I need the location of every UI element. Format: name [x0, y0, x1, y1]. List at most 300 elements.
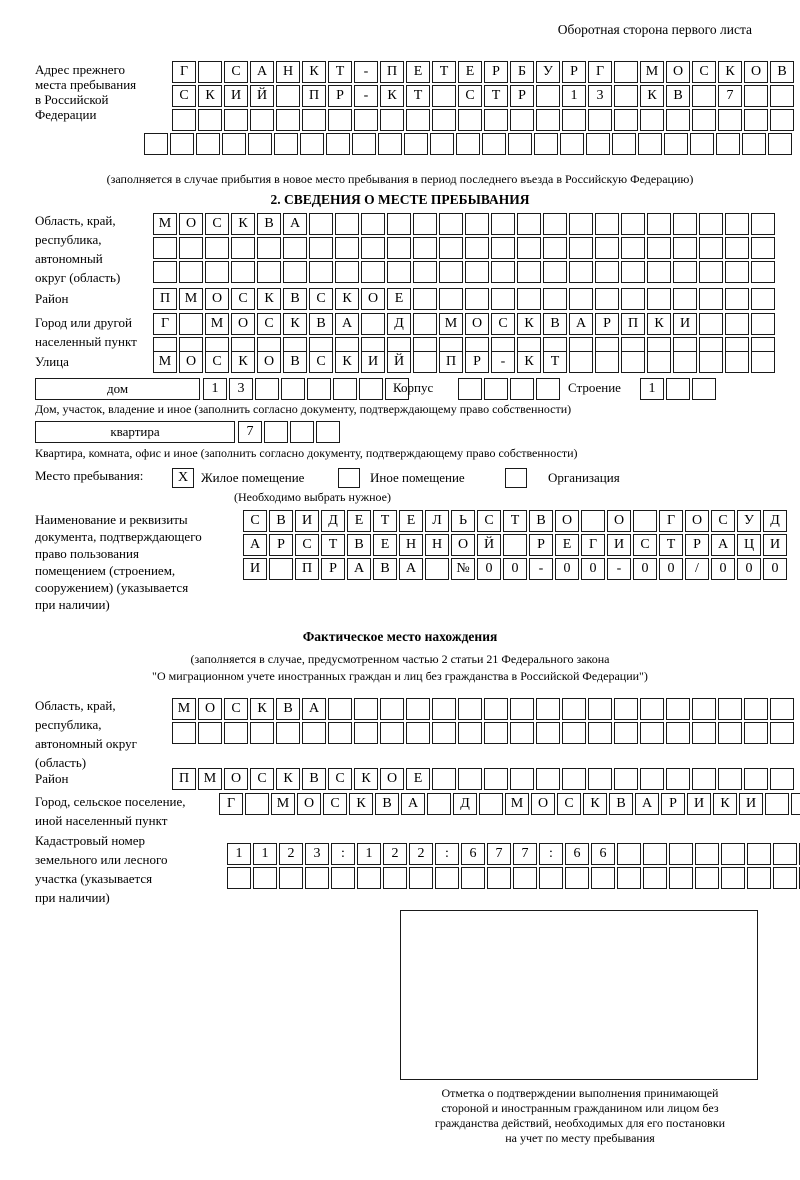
actual-city-grid[interactable] — [219, 793, 800, 815]
stroenie-cells[interactable] — [640, 378, 718, 400]
char-cell[interactable] — [413, 313, 437, 335]
prev-address-grid[interactable] — [172, 61, 796, 155]
char-cell[interactable] — [673, 288, 697, 310]
char-cell[interactable]: О — [451, 534, 475, 556]
char-cell[interactable] — [406, 109, 430, 131]
char-cell[interactable] — [725, 313, 749, 335]
char-cell[interactable]: В — [309, 313, 333, 335]
char-cell[interactable]: Т — [503, 510, 527, 532]
char-cell[interactable]: О — [205, 288, 229, 310]
char-cell[interactable] — [361, 313, 385, 335]
char-cell[interactable] — [569, 288, 593, 310]
char-cell[interactable]: Д — [763, 510, 787, 532]
char-cell[interactable]: А — [635, 793, 659, 815]
char-cell[interactable] — [562, 698, 586, 720]
char-cell[interactable] — [461, 867, 485, 889]
char-cell[interactable] — [309, 261, 333, 283]
char-cell[interactable]: С — [295, 534, 319, 556]
char-cell[interactable]: Д — [453, 793, 477, 815]
char-cell[interactable] — [439, 213, 463, 235]
char-cell[interactable]: Н — [425, 534, 449, 556]
char-cell[interactable]: 6 — [565, 843, 589, 865]
char-cell[interactable]: Т — [659, 534, 683, 556]
char-cell[interactable] — [647, 237, 671, 259]
char-cell[interactable]: В — [373, 558, 397, 580]
char-cell[interactable] — [536, 109, 560, 131]
house-cells[interactable] — [203, 378, 411, 400]
char-cell[interactable] — [250, 722, 274, 744]
char-cell[interactable]: Т — [328, 61, 352, 83]
char-cell[interactable] — [569, 213, 593, 235]
char-cell[interactable] — [695, 867, 719, 889]
char-cell[interactable] — [484, 378, 508, 400]
char-cell[interactable]: А — [335, 313, 359, 335]
char-cell[interactable] — [614, 109, 638, 131]
char-cell[interactable] — [536, 722, 560, 744]
char-cell[interactable]: С — [491, 313, 515, 335]
char-cell[interactable] — [718, 722, 742, 744]
char-cell[interactable] — [647, 351, 671, 373]
char-cell[interactable] — [465, 237, 489, 259]
char-cell[interactable] — [633, 510, 657, 532]
char-cell[interactable] — [248, 133, 272, 155]
char-cell[interactable] — [588, 109, 612, 131]
char-cell[interactable]: 0 — [711, 558, 735, 580]
char-cell[interactable] — [621, 213, 645, 235]
char-cell[interactable] — [765, 793, 789, 815]
char-cell[interactable] — [432, 109, 456, 131]
char-cell[interactable] — [569, 237, 593, 259]
char-cell[interactable] — [465, 288, 489, 310]
char-cell[interactable]: 2 — [383, 843, 407, 865]
char-cell[interactable] — [640, 109, 664, 131]
char-cell[interactable]: О — [231, 313, 255, 335]
doc-grid[interactable] — [243, 510, 789, 580]
char-cell[interactable]: Г — [659, 510, 683, 532]
korpus-cells[interactable] — [458, 378, 562, 400]
char-cell[interactable]: М — [153, 351, 177, 373]
char-cell[interactable] — [484, 722, 508, 744]
char-cell[interactable]: В — [666, 85, 690, 107]
char-cell[interactable]: 3 — [305, 843, 329, 865]
char-cell[interactable]: К — [231, 213, 255, 235]
char-cell[interactable] — [179, 261, 203, 283]
char-cell[interactable]: В — [375, 793, 399, 815]
char-cell[interactable]: Г — [153, 313, 177, 335]
char-cell[interactable] — [153, 261, 177, 283]
char-cell[interactable] — [647, 261, 671, 283]
char-cell[interactable]: В — [269, 510, 293, 532]
char-cell[interactable] — [510, 378, 534, 400]
char-cell[interactable] — [673, 261, 697, 283]
char-cell[interactable] — [621, 237, 645, 259]
char-cell[interactable] — [617, 867, 641, 889]
char-cell[interactable] — [751, 237, 775, 259]
char-cell[interactable] — [517, 237, 541, 259]
char-cell[interactable]: О — [224, 768, 248, 790]
char-cell[interactable] — [487, 867, 511, 889]
char-cell[interactable] — [380, 698, 404, 720]
char-cell[interactable]: К — [517, 351, 541, 373]
char-cell[interactable] — [354, 109, 378, 131]
char-cell[interactable] — [543, 237, 567, 259]
char-cell[interactable]: О — [666, 61, 690, 83]
char-cell[interactable] — [335, 261, 359, 283]
char-cell[interactable]: - — [607, 558, 631, 580]
char-cell[interactable] — [328, 698, 352, 720]
char-cell[interactable] — [517, 213, 541, 235]
char-cell[interactable] — [269, 558, 293, 580]
char-cell[interactable]: К — [718, 61, 742, 83]
char-cell[interactable]: В — [283, 351, 307, 373]
char-cell[interactable] — [595, 213, 619, 235]
char-cell[interactable] — [276, 85, 300, 107]
checkbox-inoe[interactable] — [338, 468, 360, 488]
char-cell[interactable]: : — [539, 843, 563, 865]
char-cell[interactable] — [491, 237, 515, 259]
char-cell[interactable] — [179, 313, 203, 335]
char-cell[interactable]: И — [687, 793, 711, 815]
char-cell[interactable]: : — [435, 843, 459, 865]
district-grid[interactable] — [153, 288, 777, 310]
char-cell[interactable] — [224, 109, 248, 131]
char-cell[interactable] — [513, 867, 537, 889]
char-cell[interactable] — [465, 261, 489, 283]
char-cell[interactable]: С — [231, 288, 255, 310]
char-cell[interactable] — [621, 261, 645, 283]
char-cell[interactable]: Р — [529, 534, 553, 556]
char-cell[interactable]: С — [224, 61, 248, 83]
char-cell[interactable]: К — [583, 793, 607, 815]
char-cell[interactable]: К — [335, 288, 359, 310]
char-cell[interactable]: 0 — [763, 558, 787, 580]
char-cell[interactable] — [621, 351, 645, 373]
char-cell[interactable]: 0 — [555, 558, 579, 580]
char-cell[interactable]: О — [198, 698, 222, 720]
char-cell[interactable]: К — [335, 351, 359, 373]
char-cell[interactable]: 1 — [640, 378, 664, 400]
char-cell[interactable] — [427, 793, 451, 815]
char-cell[interactable] — [250, 109, 274, 131]
char-cell[interactable] — [586, 133, 610, 155]
char-cell[interactable] — [588, 698, 612, 720]
char-cell[interactable] — [257, 237, 281, 259]
char-cell[interactable] — [699, 213, 723, 235]
char-cell[interactable]: А — [302, 698, 326, 720]
char-cell[interactable]: 1 — [203, 378, 227, 400]
char-cell[interactable] — [569, 351, 593, 373]
char-cell[interactable]: К — [257, 288, 281, 310]
char-cell[interactable] — [491, 213, 515, 235]
char-cell[interactable]: К — [640, 85, 664, 107]
char-cell[interactable]: 6 — [461, 843, 485, 865]
char-cell[interactable]: Б — [510, 61, 534, 83]
char-cell[interactable] — [673, 351, 697, 373]
char-cell[interactable] — [413, 213, 437, 235]
char-cell[interactable]: И — [763, 534, 787, 556]
char-cell[interactable] — [432, 698, 456, 720]
char-cell[interactable] — [274, 133, 298, 155]
char-cell[interactable] — [770, 698, 794, 720]
char-cell[interactable] — [716, 133, 740, 155]
char-cell[interactable] — [224, 722, 248, 744]
char-cell[interactable] — [406, 698, 430, 720]
char-cell[interactable]: Е — [458, 61, 482, 83]
char-cell[interactable]: К — [250, 698, 274, 720]
char-cell[interactable]: М — [205, 313, 229, 335]
char-cell[interactable] — [425, 558, 449, 580]
char-cell[interactable] — [699, 313, 723, 335]
char-cell[interactable]: О — [179, 351, 203, 373]
char-cell[interactable]: С — [692, 61, 716, 83]
char-cell[interactable] — [536, 378, 560, 400]
char-cell[interactable] — [264, 421, 288, 443]
char-cell[interactable]: Р — [685, 534, 709, 556]
char-cell[interactable] — [692, 768, 716, 790]
char-cell[interactable] — [747, 867, 771, 889]
char-cell[interactable] — [647, 288, 671, 310]
char-cell[interactable] — [283, 237, 307, 259]
char-cell[interactable] — [770, 722, 794, 744]
char-cell[interactable]: С — [172, 85, 196, 107]
char-cell[interactable]: Н — [276, 61, 300, 83]
char-cell[interactable] — [387, 237, 411, 259]
char-cell[interactable]: К — [349, 793, 373, 815]
char-cell[interactable]: В — [283, 288, 307, 310]
char-cell[interactable]: В — [529, 510, 553, 532]
char-cell[interactable]: С — [458, 85, 482, 107]
char-cell[interactable] — [198, 109, 222, 131]
char-cell[interactable] — [565, 867, 589, 889]
char-cell[interactable] — [744, 698, 768, 720]
char-cell[interactable] — [718, 109, 742, 131]
char-cell[interactable]: - — [491, 351, 515, 373]
char-cell[interactable]: А — [250, 61, 274, 83]
char-cell[interactable] — [387, 261, 411, 283]
char-cell[interactable] — [257, 261, 281, 283]
char-cell[interactable] — [562, 722, 586, 744]
char-cell[interactable] — [742, 133, 766, 155]
char-cell[interactable]: Р — [562, 61, 586, 83]
char-cell[interactable] — [510, 768, 534, 790]
char-cell[interactable] — [198, 61, 222, 83]
char-cell[interactable]: : — [331, 843, 355, 865]
char-cell[interactable] — [406, 722, 430, 744]
char-cell[interactable]: С — [250, 768, 274, 790]
char-cell[interactable]: Р — [321, 558, 345, 580]
char-cell[interactable]: Г — [219, 793, 243, 815]
char-cell[interactable] — [699, 288, 723, 310]
char-cell[interactable] — [458, 768, 482, 790]
char-cell[interactable] — [503, 534, 527, 556]
char-cell[interactable] — [413, 351, 437, 373]
char-cell[interactable] — [316, 421, 340, 443]
char-cell[interactable]: В — [347, 534, 371, 556]
char-cell[interactable] — [747, 843, 771, 865]
char-cell[interactable]: К — [354, 768, 378, 790]
char-cell[interactable] — [179, 237, 203, 259]
char-cell[interactable]: 1 — [253, 843, 277, 865]
street-grid[interactable] — [153, 351, 777, 373]
char-cell[interactable]: А — [401, 793, 425, 815]
char-cell[interactable] — [562, 109, 586, 131]
char-cell[interactable]: Д — [387, 313, 411, 335]
char-cell[interactable] — [614, 698, 638, 720]
char-cell[interactable]: Т — [373, 510, 397, 532]
char-cell[interactable]: 1 — [562, 85, 586, 107]
char-cell[interactable] — [309, 237, 333, 259]
char-cell[interactable]: Г — [581, 534, 605, 556]
char-cell[interactable]: М — [179, 288, 203, 310]
char-cell[interactable]: О — [465, 313, 489, 335]
char-cell[interactable]: И — [361, 351, 385, 373]
char-cell[interactable] — [770, 85, 794, 107]
char-cell[interactable]: С — [711, 510, 735, 532]
char-cell[interactable] — [144, 133, 168, 155]
char-cell[interactable] — [357, 867, 381, 889]
char-cell[interactable] — [491, 288, 515, 310]
char-cell[interactable] — [302, 722, 326, 744]
char-cell[interactable] — [614, 61, 638, 83]
char-cell[interactable] — [465, 213, 489, 235]
char-cell[interactable] — [279, 867, 303, 889]
char-cell[interactable] — [276, 722, 300, 744]
char-cell[interactable]: И — [295, 510, 319, 532]
char-cell[interactable] — [699, 351, 723, 373]
char-cell[interactable] — [692, 698, 716, 720]
char-cell[interactable]: В — [770, 61, 794, 83]
char-cell[interactable] — [482, 133, 506, 155]
char-cell[interactable]: К — [276, 768, 300, 790]
char-cell[interactable]: И — [224, 85, 248, 107]
char-cell[interactable] — [640, 722, 664, 744]
char-cell[interactable] — [534, 133, 558, 155]
char-cell[interactable] — [770, 109, 794, 131]
char-cell[interactable] — [383, 867, 407, 889]
char-cell[interactable]: К — [283, 313, 307, 335]
char-cell[interactable] — [725, 237, 749, 259]
char-cell[interactable]: Й — [477, 534, 501, 556]
char-cell[interactable]: В — [609, 793, 633, 815]
char-cell[interactable]: К — [302, 61, 326, 83]
char-cell[interactable]: Н — [399, 534, 423, 556]
char-cell[interactable]: 7 — [513, 843, 537, 865]
char-cell[interactable] — [536, 768, 560, 790]
char-cell[interactable]: У — [536, 61, 560, 83]
char-cell[interactable]: Е — [399, 510, 423, 532]
flat-cells[interactable] — [238, 421, 342, 443]
char-cell[interactable]: Л — [425, 510, 449, 532]
char-cell[interactable] — [751, 351, 775, 373]
char-cell[interactable] — [562, 768, 586, 790]
char-cell[interactable] — [692, 85, 716, 107]
char-cell[interactable]: К — [231, 351, 255, 373]
char-cell[interactable] — [439, 261, 463, 283]
char-cell[interactable]: М — [640, 61, 664, 83]
char-cell[interactable] — [439, 237, 463, 259]
char-cell[interactable] — [172, 722, 196, 744]
char-cell[interactable]: П — [380, 61, 404, 83]
char-cell[interactable]: Й — [387, 351, 411, 373]
char-cell[interactable] — [439, 288, 463, 310]
char-cell[interactable] — [307, 378, 331, 400]
char-cell[interactable] — [326, 133, 350, 155]
char-cell[interactable]: № — [451, 558, 475, 580]
char-cell[interactable] — [699, 237, 723, 259]
char-cell[interactable]: Е — [347, 510, 371, 532]
char-cell[interactable] — [569, 261, 593, 283]
char-cell[interactable]: - — [354, 61, 378, 83]
char-cell[interactable]: Й — [250, 85, 274, 107]
char-cell[interactable]: С — [328, 768, 352, 790]
char-cell[interactable]: 7 — [238, 421, 262, 443]
char-cell[interactable]: П — [439, 351, 463, 373]
char-cell[interactable]: О — [744, 61, 768, 83]
char-cell[interactable]: А — [569, 313, 593, 335]
char-cell[interactable] — [479, 793, 503, 815]
actual-region-grid[interactable] — [172, 698, 796, 744]
char-cell[interactable] — [255, 378, 279, 400]
char-cell[interactable]: 1 — [227, 843, 251, 865]
char-cell[interactable] — [231, 261, 255, 283]
char-cell[interactable]: В — [257, 213, 281, 235]
char-cell[interactable]: 2 — [409, 843, 433, 865]
char-cell[interactable] — [153, 237, 177, 259]
char-cell[interactable] — [205, 261, 229, 283]
char-cell[interactable]: Р — [269, 534, 293, 556]
char-cell[interactable]: М — [153, 213, 177, 235]
char-cell[interactable] — [591, 867, 615, 889]
char-cell[interactable]: В — [543, 313, 567, 335]
char-cell[interactable]: В — [276, 698, 300, 720]
char-cell[interactable]: В — [302, 768, 326, 790]
char-cell[interactable]: Р — [465, 351, 489, 373]
char-cell[interactable] — [413, 288, 437, 310]
char-cell[interactable] — [673, 237, 697, 259]
char-cell[interactable] — [508, 133, 532, 155]
char-cell[interactable]: С — [633, 534, 657, 556]
char-cell[interactable] — [791, 793, 800, 815]
char-cell[interactable] — [196, 133, 220, 155]
char-cell[interactable]: М — [439, 313, 463, 335]
char-cell[interactable]: 6 — [591, 843, 615, 865]
char-cell[interactable] — [768, 133, 792, 155]
char-cell[interactable] — [669, 867, 693, 889]
char-cell[interactable] — [669, 843, 693, 865]
char-cell[interactable] — [744, 109, 768, 131]
char-cell[interactable] — [413, 261, 437, 283]
cadastral-grid[interactable] — [227, 843, 800, 889]
char-cell[interactable] — [692, 109, 716, 131]
char-cell[interactable] — [517, 261, 541, 283]
char-cell[interactable]: П — [621, 313, 645, 335]
char-cell[interactable] — [380, 722, 404, 744]
char-cell[interactable]: 0 — [503, 558, 527, 580]
char-cell[interactable] — [725, 351, 749, 373]
char-cell[interactable]: Т — [321, 534, 345, 556]
char-cell[interactable]: 1 — [357, 843, 381, 865]
char-cell[interactable]: - — [529, 558, 553, 580]
char-cell[interactable]: О — [555, 510, 579, 532]
char-cell[interactable] — [227, 867, 251, 889]
char-cell[interactable]: О — [297, 793, 321, 815]
char-cell[interactable] — [692, 722, 716, 744]
char-cell[interactable]: Р — [510, 85, 534, 107]
char-cell[interactable]: Г — [588, 61, 612, 83]
stamp-box[interactable] — [400, 910, 758, 1080]
char-cell[interactable] — [751, 213, 775, 235]
char-cell[interactable] — [751, 261, 775, 283]
